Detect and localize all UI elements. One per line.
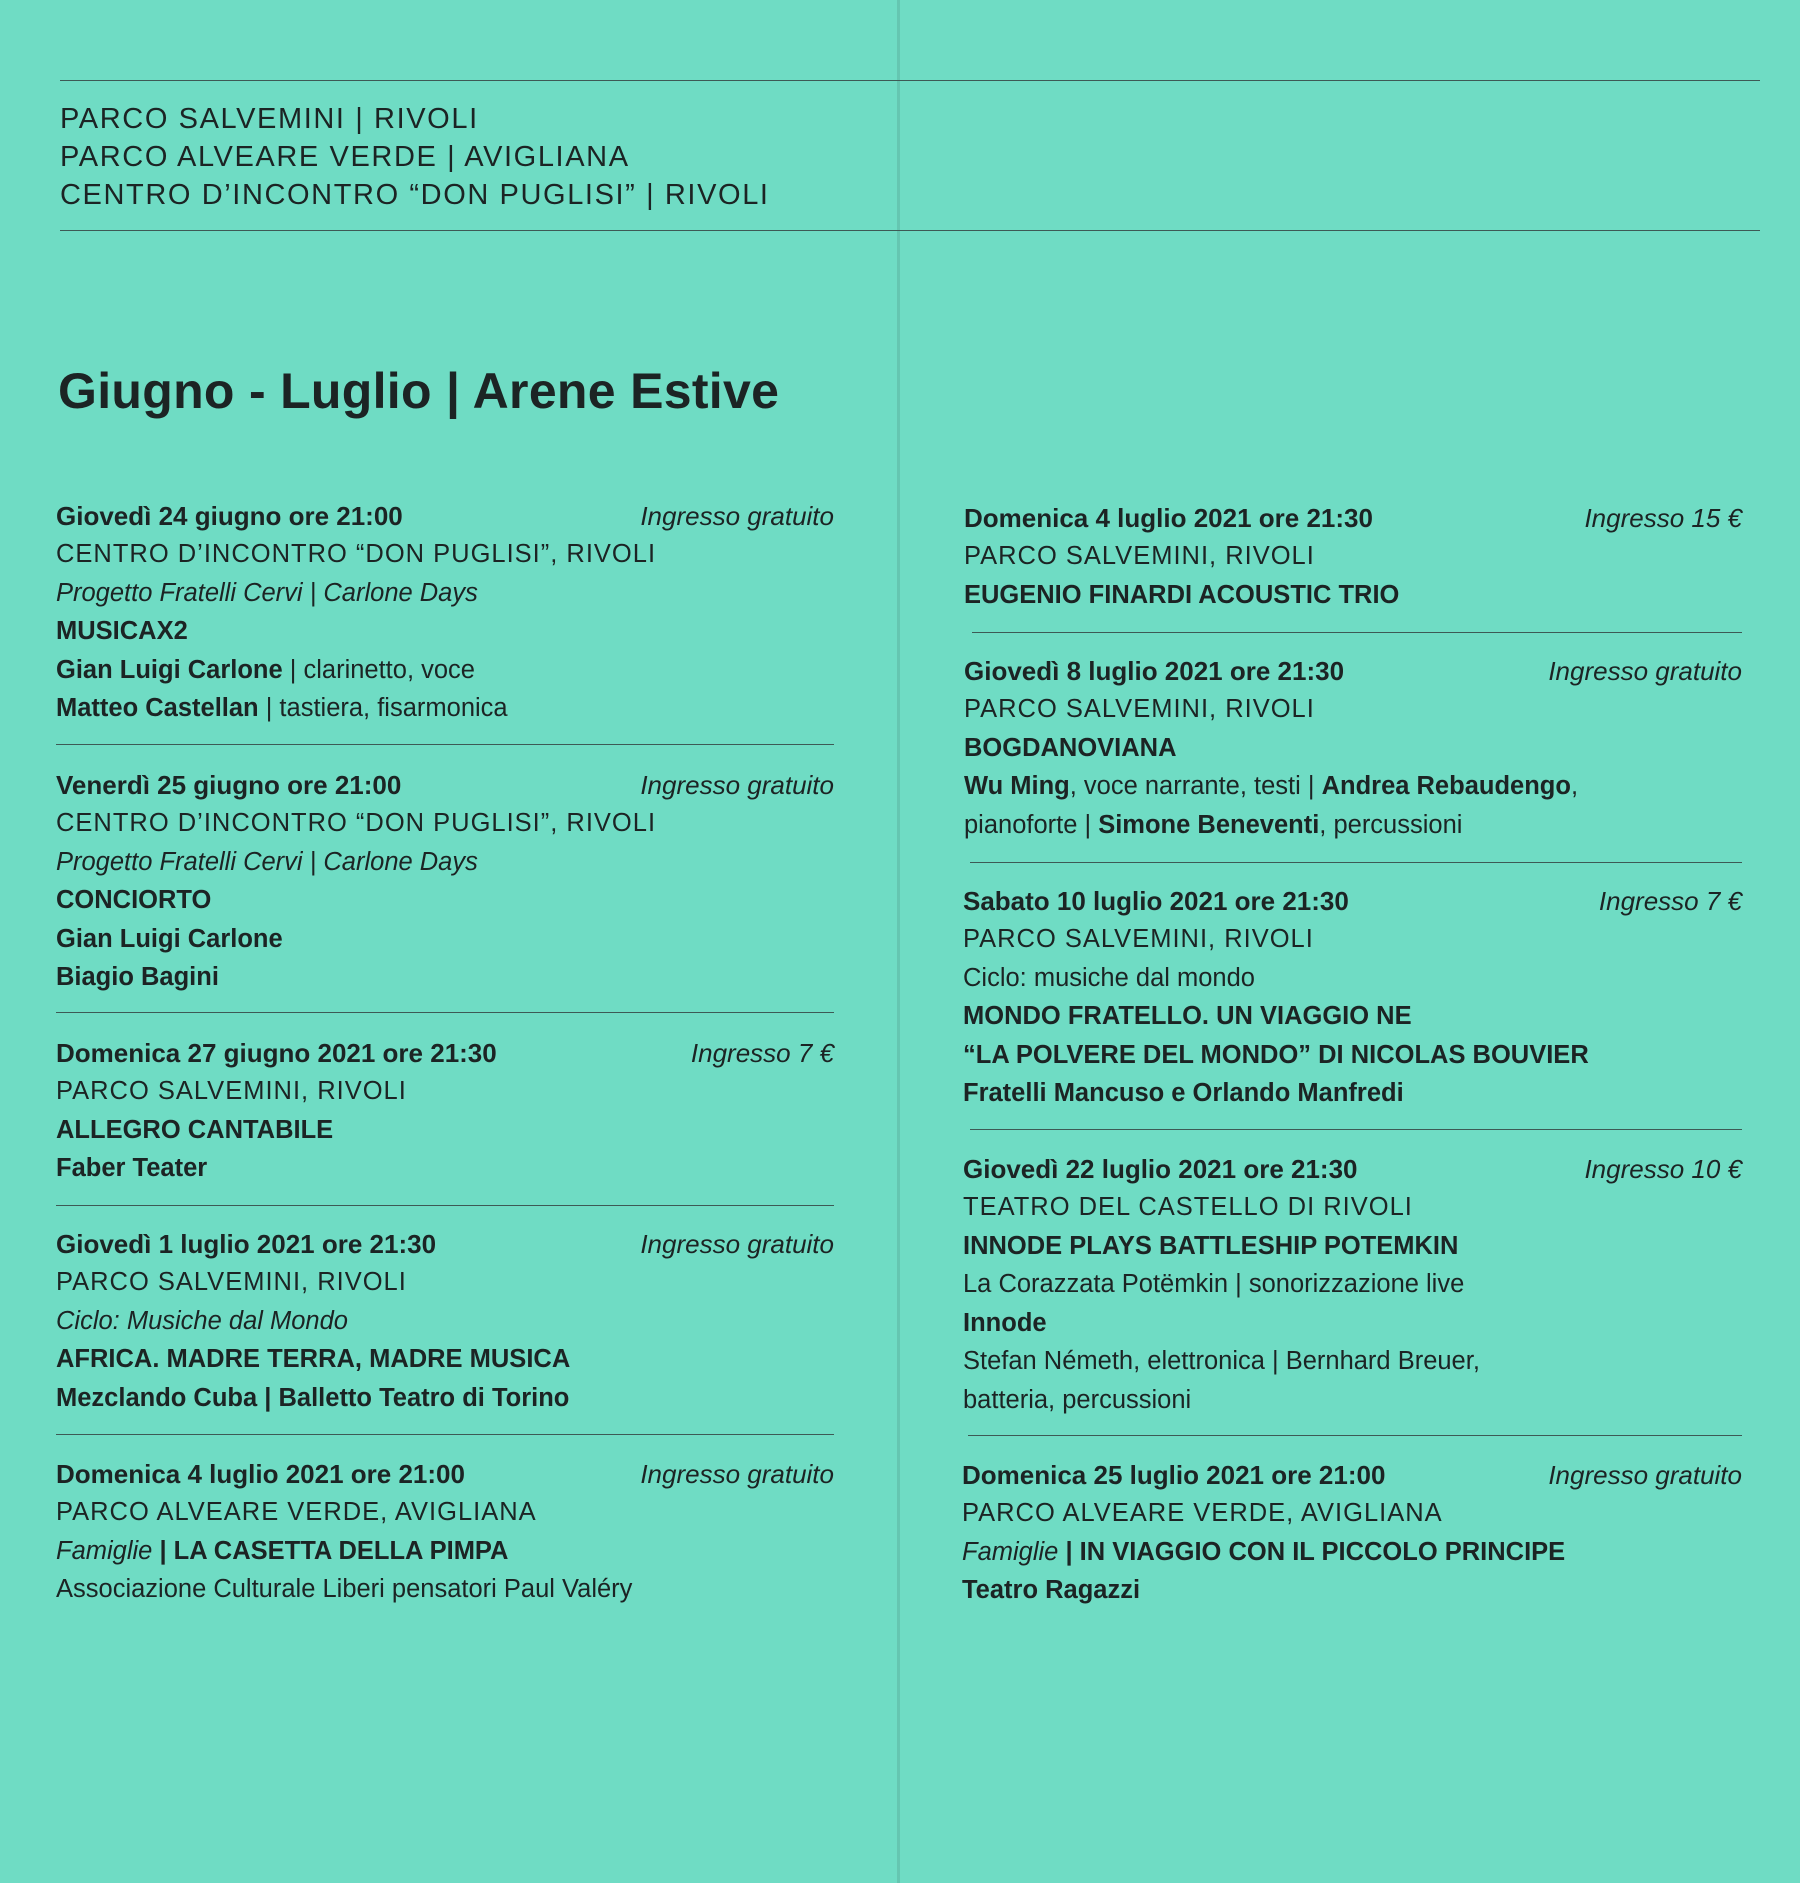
event-divider [56,744,834,745]
event-show: | LA CASETTA DELLA PIMPA [152,1536,509,1565]
event-card [56,497,834,728]
venue-line: PARCO ALVEARE VERDE | AVIGLIANA [60,141,630,173]
event-date: Sabato 10 luglio 2021 ore 21:30 [963,886,1349,916]
event-divider [56,1205,834,1206]
performer-name: Gian Luigi Carlone [56,924,283,953]
event-date: Domenica 4 luglio 2021 ore 21:00 [56,1459,465,1489]
event-price: Ingresso gratuito [1548,656,1742,686]
event-date: Giovedì 24 giugno ore 21:00 [56,501,403,531]
event-date: Domenica 25 luglio 2021 ore 21:00 [962,1460,1386,1490]
event-card [964,652,1742,844]
event-series: Progetto Fratelli Cervi | Carlone Days [56,847,478,876]
event-series-show [56,1532,834,1571]
event-card [963,882,1742,1113]
event-show: MUSICAX2 [56,617,188,645]
header-rule [60,230,1760,231]
event-divider [56,1012,834,1013]
event-performers [964,767,1742,806]
event-performers [964,806,1742,845]
event-card [56,1455,834,1609]
event-divider [970,1129,1742,1130]
event-venue: PARCO ALVEARE VERDE, AVIGLIANA [962,1499,1443,1527]
event-venue: PARCO SALVEMINI, RIVOLI [963,925,1314,953]
event-performer [56,689,834,728]
event-show: | IN VIAGGIO CON IL PICCOLO PRINCIPE [1058,1537,1566,1566]
event-price: Ingresso gratuito [640,770,834,800]
event-show: BOGDANOVIANA [964,733,1177,762]
event-show: AFRICA. MADRE TERRA, MADRE MUSICA [56,1345,571,1373]
event-card [964,499,1742,614]
event-card [56,1034,834,1188]
event-venue: TEATRO DEL CASTELLO DI RIVOLI [963,1193,1413,1221]
event-divider [972,632,1742,633]
performer-name: Andrea Rebaudengo [1321,772,1571,800]
fold-crease [897,0,900,1883]
event-date: Giovedì 22 luglio 2021 ore 21:30 [963,1154,1358,1184]
event-date: Venerdì 25 giugno ore 21:00 [56,770,402,800]
performer-role: , percussioni [1319,810,1463,839]
event-date: Giovedì 1 luglio 2021 ore 21:30 [56,1229,437,1259]
event-venue: PARCO SALVEMINI, RIVOLI [56,1268,407,1296]
event-credits: batteria, percussioni [963,1385,1192,1414]
event-series: Famiglie [962,1537,1059,1566]
event-credits: Stefan Németh, elettronica | Bernhard Breuer, [963,1347,1480,1375]
event-price: Ingresso 7 € [690,1038,834,1068]
event-price: Ingresso 15 € [1584,503,1742,533]
event-date: Domenica 27 giugno 2021 ore 21:30 [56,1038,497,1068]
event-price: Ingresso gratuito [640,1229,834,1259]
event-series: Ciclo: Musiche dal Mondo [56,1306,348,1335]
performer-name: Simone Beneventi [1098,810,1320,839]
performer-name: Wu Ming [964,772,1070,800]
performer-role: | tastiera, fisarmonica [258,694,508,722]
performer-role: , voce narrante, testi | [1069,772,1322,800]
performer-name: Matteo Castellan [56,694,259,722]
event-show: CONCIORTO [56,886,212,914]
performer-role: | clarinetto, voce [282,655,475,684]
event-company: Associazione Culturale Liberi pensatori Paul Valéry [56,1575,633,1603]
event-company: Innode [963,1308,1047,1337]
event-company: Faber Teater [56,1154,208,1182]
event-show: EUGENIO FINARDI ACOUSTIC TRIO [964,580,1400,609]
performer-name: Biagio Bagini [56,963,219,991]
event-show: “LA POLVERE DEL MONDO” DI NICOLAS BOUVIER [963,1040,1589,1069]
event-price: Ingresso gratuito [1548,1460,1742,1490]
top-rule [60,80,1760,81]
event-company: Teatro Ragazzi [962,1576,1141,1604]
venue-line: CENTRO D’INCONTRO “DON PUGLISI” | RIVOLI [60,179,770,211]
event-date: Giovedì 8 luglio 2021 ore 21:30 [964,656,1345,686]
event-card [962,1456,1742,1610]
page-title: Giugno - Luglio | Arene Estive [58,363,780,419]
event-card [56,766,834,997]
event-venue: CENTRO D’INCONTRO “DON PUGLISI”, RIVOLI [56,540,657,568]
event-company: Fratelli Mancuso e Orlando Manfredi [963,1079,1404,1107]
event-company: Mezclando Cuba | Balletto Teatro di Torino [56,1383,570,1412]
performer-role: , [1570,772,1579,800]
event-subtitle: La Corazzata Potëmkin | sonorizzazione live [963,1270,1465,1298]
event-venue: PARCO ALVEARE VERDE, AVIGLIANA [56,1498,537,1526]
event-show: ALLEGRO CANTABILE [56,1115,334,1144]
event-divider [970,862,1742,863]
event-show: MONDO FRATELLO. UN VIAGGIO NE [963,1002,1412,1030]
event-series-show [962,1533,1742,1572]
event-venue: CENTRO D’INCONTRO “DON PUGLISI”, RIVOLI [56,809,657,837]
venue-list [60,100,770,214]
event-card [963,1150,1742,1419]
event-card [56,1225,834,1417]
event-price: Ingresso 10 € [1584,1154,1742,1184]
performer-name: Gian Luigi Carlone [56,655,283,684]
event-price: Ingresso 7 € [1598,886,1742,916]
event-venue: PARCO SALVEMINI, RIVOLI [56,1077,407,1105]
event-date: Domenica 4 luglio 2021 ore 21:30 [964,503,1373,533]
event-show: INNODE PLAYS BATTLESHIP POTEMKIN [963,1231,1459,1260]
event-series: Progetto Fratelli Cervi | Carlone Days [56,578,478,607]
event-venue: PARCO SALVEMINI, RIVOLI [964,542,1315,570]
event-performer [56,651,834,690]
event-divider [968,1435,1742,1436]
venue-line: PARCO SALVEMINI | RIVOLI [60,103,479,135]
event-series: Famiglie [56,1536,153,1565]
event-divider [56,1434,834,1435]
event-venue: PARCO SALVEMINI, RIVOLI [964,695,1315,723]
event-price: Ingresso gratuito [640,501,834,531]
performer-role: pianoforte | [964,810,1099,839]
event-price: Ingresso gratuito [640,1459,834,1489]
event-series: Ciclo: musiche dal mondo [963,963,1255,992]
